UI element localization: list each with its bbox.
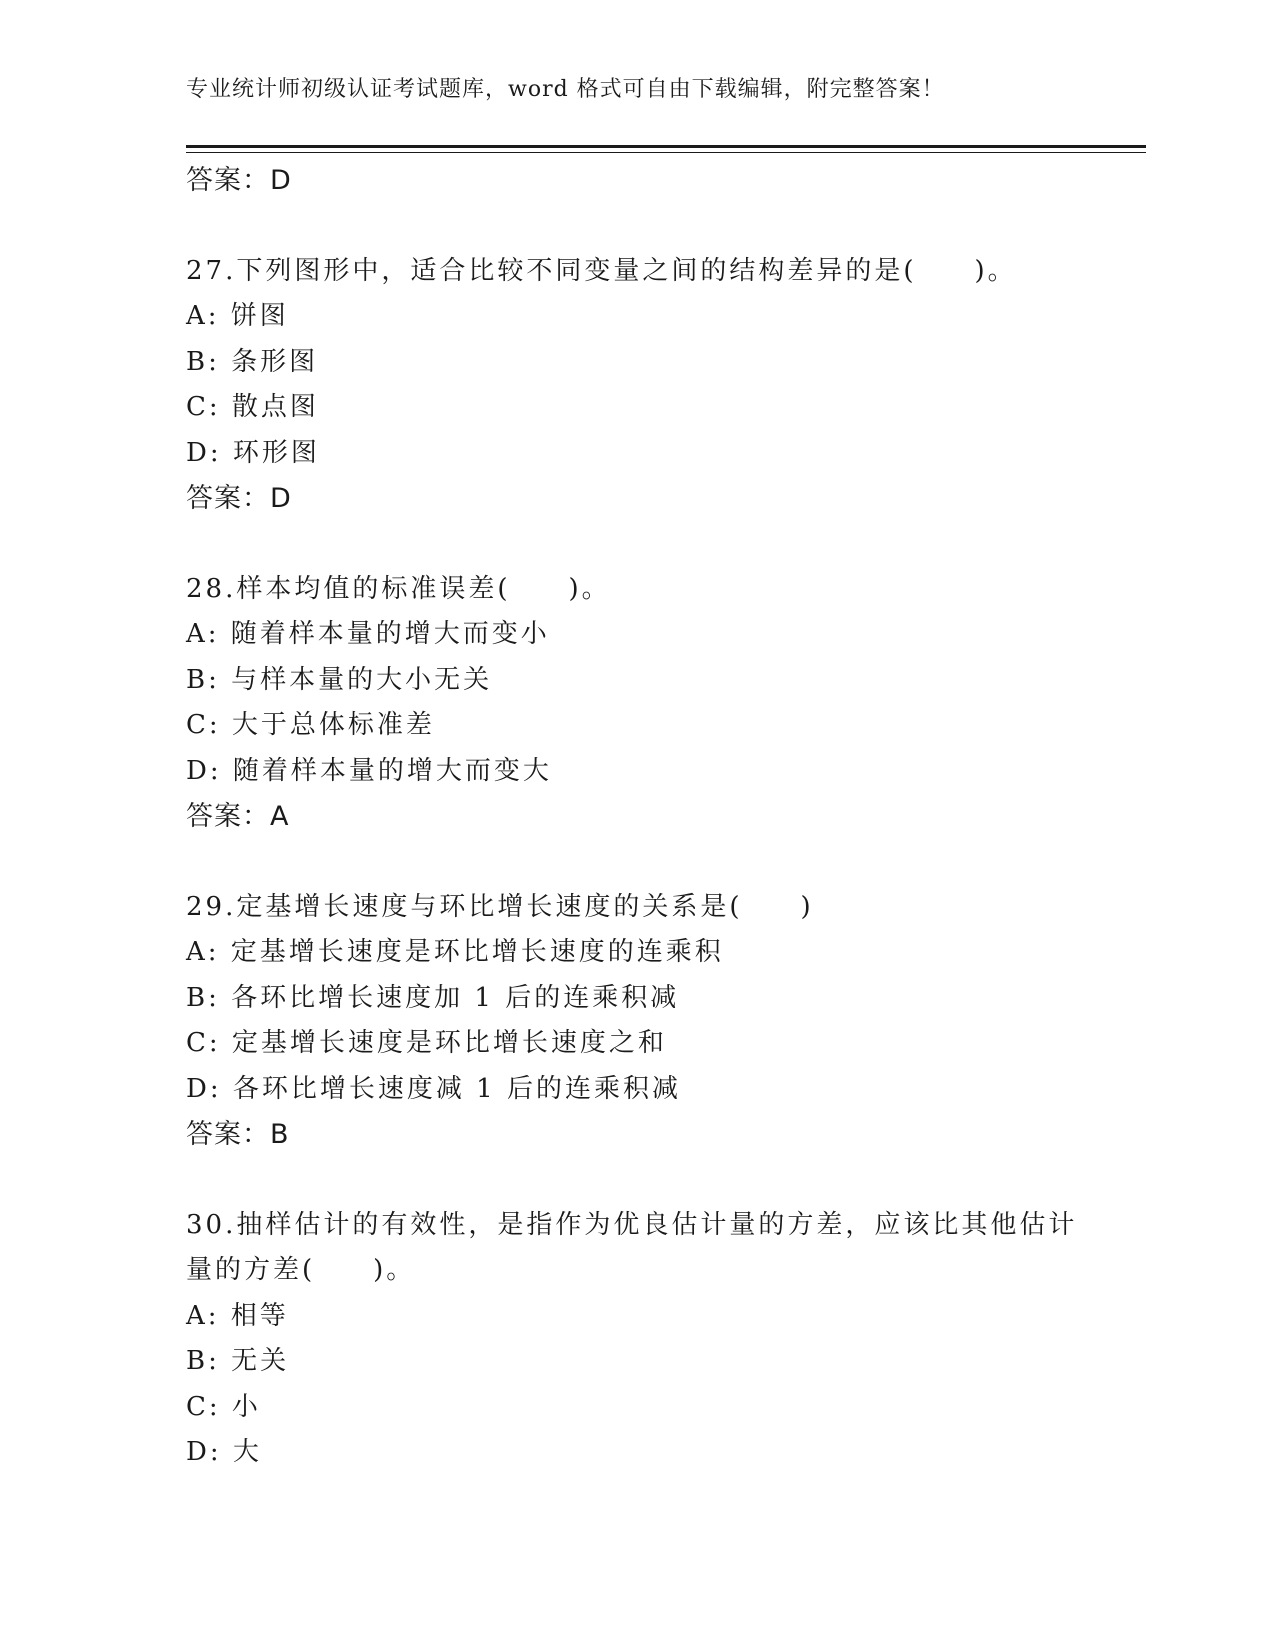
question-stem: 29.定基增长速度与环比增长速度的关系是( ) xyxy=(186,891,814,922)
spacer xyxy=(186,840,1086,885)
answer-26: 答案：D xyxy=(186,165,292,196)
option-a: A: 饼图 xyxy=(186,301,289,331)
answer-label: 答案：B xyxy=(186,1119,290,1150)
spacer xyxy=(186,522,1086,567)
question-list xyxy=(186,158,1086,1476)
option-d: D: 各环比增长速度减 1 后的连乘积减 xyxy=(186,1073,681,1104)
option-b: B: 条形图 xyxy=(186,346,319,377)
page-header: 专业统计师初级认证考试题库，word 格式可自由下载编辑，附完整答案！ xyxy=(186,77,945,102)
question-stem-line-1: 30.抽样估计的有效性，是指作为优良估计量的方差，应该比其他估计 xyxy=(186,1209,1078,1240)
option-d: D: 大 xyxy=(186,1437,262,1467)
question-stem: 28.样本均值的标准误差( )。 xyxy=(186,573,611,604)
option-c: C: 定基增长速度是环比增长速度之和 xyxy=(186,1028,667,1058)
header-rule-thin xyxy=(186,152,1146,153)
option-a: A: 定基增长速度是环比增长速度的连乘积 xyxy=(186,937,724,967)
question-30 xyxy=(186,1203,1086,1476)
answer-label: 答案：A xyxy=(186,801,290,832)
option-c: C: 小 xyxy=(186,1391,261,1422)
option-c: C: 大于总体标准差 xyxy=(186,710,435,740)
spacer xyxy=(186,1158,1086,1203)
option-b: B: 无关 xyxy=(186,1346,290,1376)
option-a: A: 相等 xyxy=(186,1300,289,1331)
question-28 xyxy=(186,567,1086,840)
option-c: C: 散点图 xyxy=(186,392,319,422)
spacer xyxy=(186,204,1086,249)
option-b: B: 各环比增长速度加 1 后的连乘积减 xyxy=(186,982,680,1013)
question-27 xyxy=(186,249,1086,522)
answer-label: 答案：D xyxy=(186,483,292,514)
header-rule-thick xyxy=(186,145,1146,148)
question-stem: 27.下列图形中，适合比较不同变量之间的结构差异的是( )。 xyxy=(186,255,1017,286)
option-d: D: 环形图 xyxy=(186,437,320,468)
option-b: B: 与样本量的大小无关 xyxy=(186,664,493,695)
option-d: D: 随着样本量的增大而变大 xyxy=(186,755,552,786)
question-29 xyxy=(186,885,1086,1158)
option-a: A: 随着样本量的增大而变小 xyxy=(186,619,550,649)
question-stem-line-2: 量的方差( )。 xyxy=(186,1255,416,1285)
